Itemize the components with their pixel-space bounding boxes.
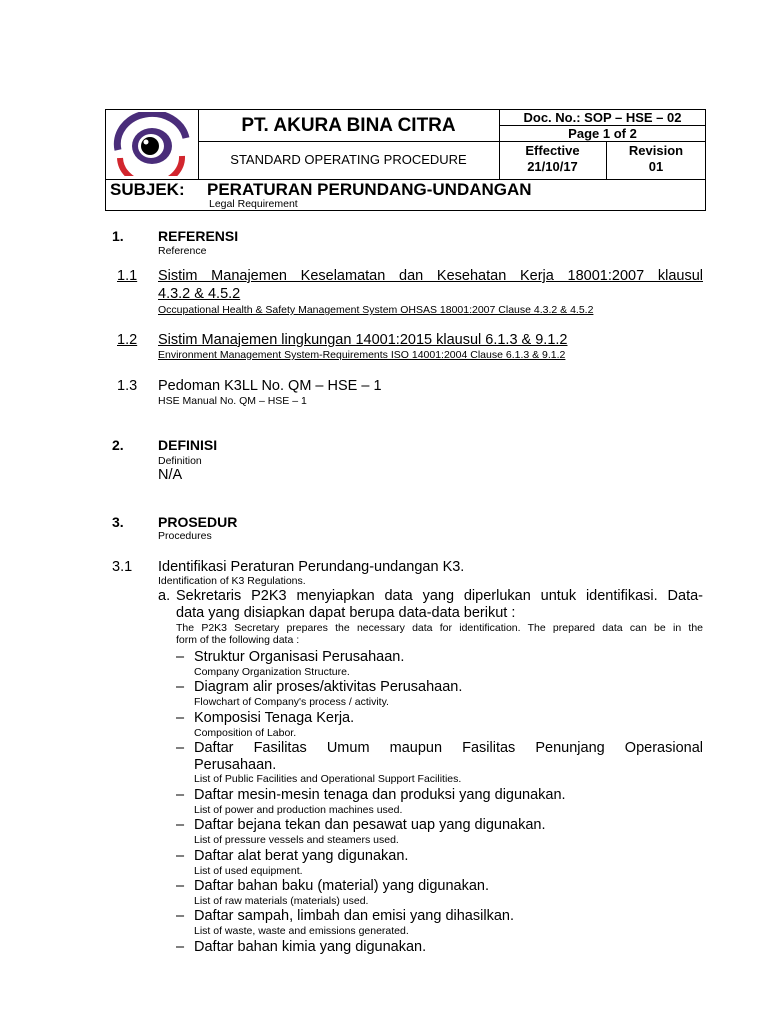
bullet-item-sub: List of waste, waste and emissions generated. xyxy=(194,925,409,937)
section-number: 3. xyxy=(112,514,124,530)
bullet-dash: – xyxy=(176,939,185,955)
procedure-type: STANDARD OPERATING PROCEDURE xyxy=(230,152,467,167)
item-number: 1.3 xyxy=(117,378,138,394)
bullet-item-sub: Company Organization Structure. xyxy=(194,666,350,678)
bullet-item: Daftar Fasilitas Umum maupun Fasilitas Penunjang Operasional xyxy=(194,740,703,756)
bullet-dash: – xyxy=(176,740,185,756)
doc-number: Doc. No.: SOP – HSE – 02 xyxy=(523,110,682,125)
effective-label: Effective xyxy=(525,143,580,158)
procedure-step: Sekretaris P2K3 menyiapkan data yang diperlukan untuk identifikasi. Data- xyxy=(176,588,703,604)
bullet-item: Daftar bahan baku (material) yang digunakan. xyxy=(194,878,490,894)
page-number: Page 1 of 2 xyxy=(568,126,637,141)
bullet-dash: – xyxy=(176,908,185,924)
reference-item: Pedoman K3LL No. QM – HSE – 1 xyxy=(158,378,382,394)
bullet-item-sub: List of Public Facilities and Operational Support Facilities. xyxy=(194,773,462,785)
section-subtitle: Procedures xyxy=(158,530,212,542)
subject-label: SUBJEK: xyxy=(110,180,185,199)
reference-item: Sistim Manajemen lingkungan 14001:2015 klausul 6.1.3 & 9.1.2 xyxy=(158,332,568,348)
procedure-item-sub: Identification of K3 Regulations. xyxy=(158,575,306,587)
reference-item-sub: HSE Manual No. QM – HSE – 1 xyxy=(158,395,307,407)
section-number: 2. xyxy=(112,437,124,453)
bullet-item: Struktur Organisasi Perusahaan. xyxy=(194,649,405,665)
bullet-dash: – xyxy=(176,710,185,726)
bullet-item-sub: Composition of Labor. xyxy=(194,727,297,739)
reference-item: Sistim Manajemen Keselamatan dan Kesehatan Kerja 18001:2007 klausul xyxy=(158,268,703,284)
company-logo xyxy=(110,112,194,176)
section-title: PROSEDUR xyxy=(158,514,238,530)
bullet-item: Daftar sampah, limbah dan emisi yang dihasilkan. xyxy=(194,908,514,924)
effective-date: 21/10/17 xyxy=(527,159,578,174)
subject-title: PERATURAN PERUNDANG-UNDANGAN xyxy=(207,180,532,199)
bullet-item-sub: List of pressure vessels and steamers used. xyxy=(194,834,399,846)
bullet-item: Daftar alat berat yang digunakan. xyxy=(194,848,409,864)
bullet-item-cont: Perusahaan. xyxy=(194,757,277,773)
bullet-item: Daftar mesin-mesin tenaga dan produksi yang digunakan. xyxy=(194,787,566,803)
procedure-item: Identifikasi Peraturan Perundang-undangan K3. xyxy=(158,559,465,575)
bullet-item: Daftar bahan kimia yang digunakan. xyxy=(194,939,427,955)
bullet-item-sub: Flowchart of Company's process / activity. xyxy=(194,696,389,708)
company-name: PT. AKURA BINA CITRA xyxy=(241,115,456,136)
procedure-step-sub-cont: form of the following data : xyxy=(176,634,300,646)
bullet-dash: – xyxy=(176,649,185,665)
document-header-table xyxy=(105,109,706,211)
bullet-item-sub: List of power and production machines used. xyxy=(194,804,403,816)
revision-label: Revision xyxy=(628,143,684,158)
reference-item-cont: 4.3.2 & 4.5.2 xyxy=(158,286,241,302)
bullet-item: Daftar bejana tekan dan pesawat uap yang digunakan. xyxy=(194,817,546,833)
bullet-dash: – xyxy=(176,878,185,894)
divider xyxy=(198,141,499,142)
bullet-dash: – xyxy=(176,679,185,695)
bullet-item: Komposisi Tenaga Kerja. xyxy=(194,710,355,726)
section-subtitle: Definition xyxy=(158,455,202,467)
section-subtitle: Reference xyxy=(158,245,207,257)
bullet-dash: – xyxy=(176,848,185,864)
item-number: 1.2 xyxy=(117,332,138,348)
revision-number: 01 xyxy=(648,159,664,174)
procedure-step-cont: data yang disiapkan dapat berupa data-data berikut : xyxy=(176,605,516,621)
definition-value: N/A xyxy=(158,467,183,483)
bullet-item-sub: List of raw materials (materials) used. xyxy=(194,895,369,907)
procedure-step-sub: The P2K3 Secretary prepares the necessary data for identification. The prepared data can be in the xyxy=(176,622,703,634)
bullet-dash: – xyxy=(176,817,185,833)
subject-subtitle: Legal Requirement xyxy=(209,198,298,210)
bullet-item: Diagram alir proses/aktivitas Perusahaan. xyxy=(194,679,463,695)
bullet-item-sub: List of used equipment. xyxy=(194,865,303,877)
item-number: 3.1 xyxy=(112,559,133,575)
section-title: DEFINISI xyxy=(158,437,218,453)
section-title: REFERENSI xyxy=(158,228,239,244)
item-number: 1.1 xyxy=(117,268,138,284)
section-number: 1. xyxy=(112,228,124,244)
list-label: a. xyxy=(158,588,171,604)
reference-item-sub: Environment Management System-Requirements ISO 14001:2004 Clause 6.1.3 & 9.1.2 xyxy=(158,349,566,361)
reference-item-sub: Occupational Health & Safety Management System OHSAS 18001:2007 Clause 4.3.2 & 4.5.2 xyxy=(158,304,594,316)
bullet-dash: – xyxy=(176,787,185,803)
